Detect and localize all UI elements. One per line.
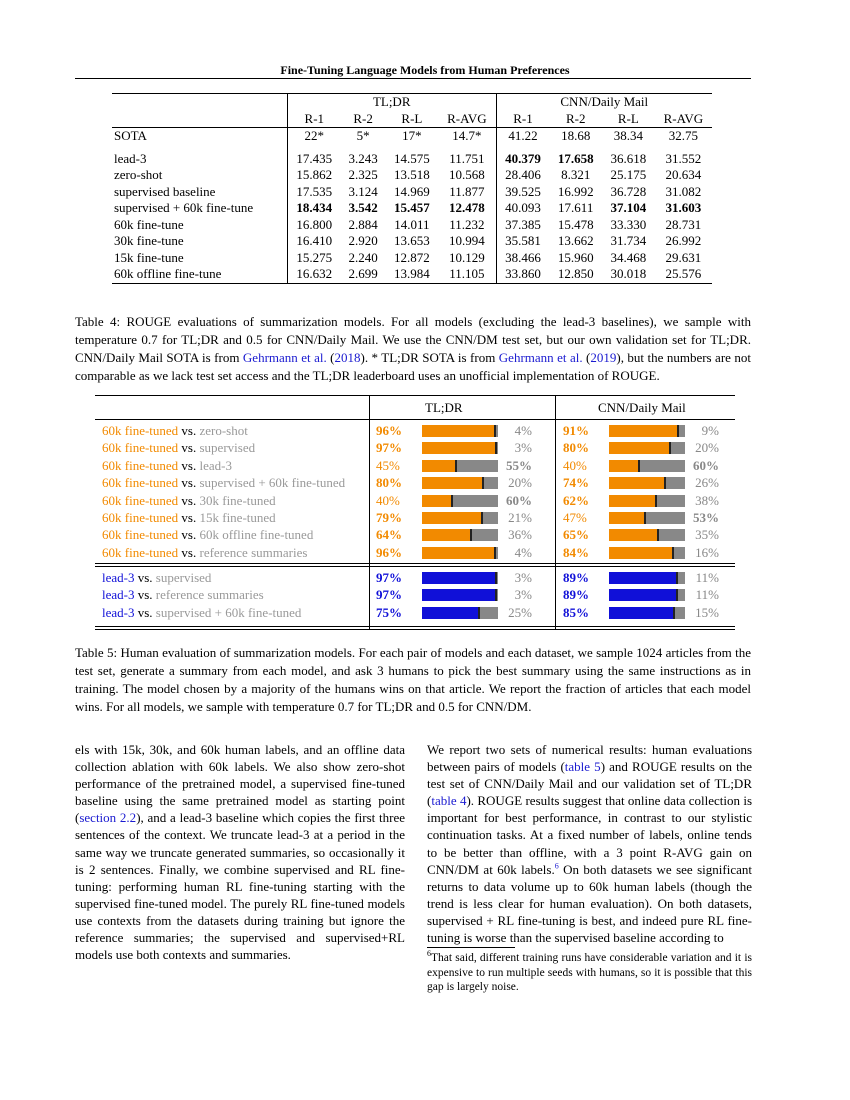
t4-row-label: lead-3: [114, 150, 147, 166]
t5-tldr-bar: [422, 495, 498, 507]
t4-metric: R-L: [617, 110, 639, 126]
t5-cnn-win-pct: 89%: [563, 570, 589, 585]
t5-cnn-bar-fill: [609, 572, 677, 584]
t4-cell: 12.478: [449, 200, 485, 216]
t5-cnn-win-pct: 65%: [563, 527, 589, 543]
t5-model-right: supervised: [199, 440, 256, 456]
t4-cell: 15.960: [557, 249, 594, 265]
t5-tldr-bar-fill: [422, 607, 479, 619]
t4-cell: 29.631: [665, 249, 702, 265]
t5-tldr-lose-pct: 3%: [514, 587, 532, 603]
t5-top-rule: [95, 395, 735, 396]
t4-sota-cell: 14.7*: [438, 128, 496, 145]
t5-cnn-bar-divider: [672, 547, 674, 559]
t4-cell: 34.468: [610, 249, 647, 265]
t5-model-left: 60k fine-tuned: [102, 423, 179, 438]
t5-model-right: supervised: [155, 570, 212, 585]
t4-cell: 37.385: [496, 217, 549, 234]
t4-cell: 25.175: [610, 167, 647, 183]
t5-vs: vs.: [181, 475, 197, 491]
t4-cell: 16.992: [557, 183, 594, 199]
t5-tldr-lose-pct: 21%: [508, 510, 532, 525]
t5-cnn-bar: [609, 425, 685, 437]
t4-row-label: 15k fine-tune: [114, 249, 184, 265]
t4-cell: 31.603: [665, 200, 702, 216]
t4-cell: 14.969: [394, 183, 430, 199]
t5-tldr-bar-divider: [494, 425, 496, 437]
t5-tldr-bar-fill: [422, 495, 452, 507]
t5-head-rule: [95, 419, 735, 420]
t4-cell: 40.093: [496, 200, 549, 217]
t5-model-left: 60k fine-tuned: [102, 440, 179, 456]
footnote-number: 6: [427, 949, 431, 959]
t4-cell: 28.731: [665, 216, 702, 232]
t4-cell: 10.994: [449, 233, 485, 249]
t4-sota-cell: 22*: [287, 128, 340, 145]
table-5-caption: Table 5: Human evaluation of summarization models. For each pair of models and each dataset, we sample 1024 articles from the test set, generate a summary from each model, and ask 3 humans to pick the best summary using the same instructions as in training. The model chosen by a majority of the humans wins on that article. We report the fraction of articles that each model wins. For all models, we sample with temperature 0.7 for TL;DR and 0.5 for CNN/DM.: [75, 645, 751, 714]
t5-tldr-bar-fill: [422, 572, 496, 584]
table-row: [95, 570, 735, 587]
t5-cnn-bar-fill: [609, 607, 674, 619]
t4-cell: 36.618: [610, 150, 647, 166]
t5-group-cnn: CNN/Daily Mail: [598, 400, 686, 415]
citation-year-link[interactable]: 2019: [590, 350, 617, 365]
t5-tldr-bar: [422, 460, 498, 472]
t5-tldr-bar-divider: [470, 529, 472, 541]
t5-cnn-bar: [609, 512, 685, 524]
t5-cnn-bar-fill: [609, 589, 677, 601]
t4-cell: 25.576: [655, 266, 712, 283]
t5-tldr-bar-divider: [455, 460, 457, 472]
t5-model-right: 15k fine-tuned: [199, 510, 276, 525]
t5-cnn-bar: [609, 589, 685, 601]
t4-cell: 31.734: [610, 233, 647, 249]
t4-cell: 18.434: [287, 200, 340, 217]
t5-model-right: 30k fine-tuned: [199, 492, 276, 508]
t5-cnn-bar-divider: [673, 607, 675, 619]
t5-cnn-bar-divider: [676, 572, 678, 584]
t4-cell: 16.410: [287, 233, 340, 250]
t4-cell: 17.535: [287, 184, 340, 201]
t4-row-label: zero-shot: [114, 167, 163, 183]
table-row: [112, 233, 712, 250]
t4-cell: 10.568: [449, 167, 485, 183]
t5-cnn-bar-divider: [676, 589, 678, 601]
t4-cell: 20.634: [665, 167, 702, 183]
table-row: [95, 587, 735, 604]
t4-cell: 15.457: [394, 200, 430, 216]
t5-cnn-lose-pct: 11%: [695, 570, 719, 585]
t5-tldr-bar: [422, 589, 498, 601]
table-row: [112, 250, 712, 267]
t5-cnn-win-pct: 40%: [563, 457, 587, 473]
t5-cnn-lose-pct: 26%: [695, 475, 719, 491]
table-row: [112, 266, 712, 283]
t5-tldr-bar-fill: [422, 442, 496, 454]
t5-tldr-bar: [422, 425, 498, 437]
t4-cell: 35.581: [496, 233, 549, 250]
t5-cnn-lose-pct: 15%: [695, 604, 719, 620]
t5-model-left: 60k fine-tuned: [102, 475, 179, 491]
t4-cell: 39.525: [496, 184, 549, 201]
t5-pair-label: [102, 587, 264, 603]
t5-mid-rule-b: [95, 566, 735, 567]
table-row: [95, 527, 735, 544]
t5-pair-label: [102, 475, 345, 491]
left-column-text: els with 15k, 30k, and 60k human labels, and an offline data collection ablation with 60k labels. We also show zero-shot performance of the pretrained model, a supervised fine-tuned baseline using the same pretrained model as starting point (section 2.2), and a lead-3 baseline which copies the first three sentences of the context. We truncate lead-3 at a period in the same way we truncate generated summaries, so occasionally it is 2 sentences. Finally, we combine supervised and RL fine-tuning: performing human RL fine-tuning starting with the supervised fine-tuned model. The purely RL fine-tuned models use contexts from the datasets during training but ignore the reference summaries; the supervised and supervised+RL models use both contexts and summaries.: [75, 742, 405, 963]
t4-sota-cell: 18.68: [549, 128, 602, 145]
t4-cell: 31.552: [665, 150, 702, 166]
t5-model-right: supervised + 60k fine-tuned: [199, 475, 346, 491]
t5-cnn-bar-divider: [638, 460, 640, 472]
t4-cell: 31.082: [665, 183, 702, 199]
footnote: $^6$That said, different training runs have considerable variation and it is expensive to run multiple seeds with humans, so it is possible that this gap is largely noise.: [427, 949, 752, 993]
t5-tldr-bar: [422, 512, 498, 524]
t5-tldr-bar: [422, 607, 498, 619]
t5-cnn-bar-fill: [609, 529, 658, 541]
t5-tldr-bar-fill: [422, 547, 495, 559]
t5-model-right: lead-3: [199, 457, 232, 473]
t4-cell: 17.435: [287, 151, 340, 168]
t5-tldr-lose-pct: 55%: [506, 457, 532, 473]
t5-model-right: 60k offline fine-tuned: [199, 527, 314, 543]
table-row: [95, 440, 735, 457]
t4-cell: 16.800: [287, 217, 340, 234]
t5-cnn-bar-divider: [657, 529, 659, 541]
t5-tldr-win-pct: 97%: [376, 587, 402, 603]
t5-tldr-bar-divider: [495, 442, 497, 454]
t4-metric: R-L: [401, 110, 423, 126]
footnote-rule: [427, 947, 515, 948]
t4-sota-cell: 32.75: [655, 128, 712, 145]
t5-model-right: reference summaries: [199, 544, 308, 560]
t5-tldr-bar: [422, 547, 498, 559]
table-row: [95, 423, 735, 440]
t5-vs: vs.: [181, 544, 197, 560]
t4-cell: 11.877: [449, 183, 485, 199]
t5-cnn-win-pct: 84%: [563, 544, 589, 560]
t5-bottom-rule-a: [95, 626, 735, 627]
t4-cell: 10.129: [449, 249, 485, 265]
t5-tldr-bar-fill: [422, 425, 495, 437]
t5-tldr-lose-pct: 20%: [508, 475, 532, 491]
t5-tldr-win-pct: 79%: [376, 510, 402, 525]
t5-pair-label: [102, 458, 232, 474]
t5-tldr-lose-pct: 4%: [514, 423, 532, 438]
table-row: [112, 167, 712, 184]
t4-sota-label: SOTA: [112, 128, 287, 145]
t5-group-tldr: TL;DR: [425, 400, 463, 415]
t4-metric: R-AVG: [663, 110, 704, 126]
t5-cnn-lose-pct: 35%: [695, 527, 719, 543]
t5-cnn-bar-divider: [664, 477, 666, 489]
t5-model-left: 60k fine-tuned: [102, 510, 179, 525]
t4-sota-cell: 38.34: [602, 128, 655, 145]
t4-cell: 13.518: [394, 167, 430, 183]
t5-model-left: 60k fine-tuned: [102, 544, 179, 560]
t5-tldr-win-pct: 96%: [376, 544, 402, 560]
t5-cnn-win-pct: 85%: [563, 604, 589, 620]
t4-cell: 40.379: [496, 151, 549, 168]
t5-vs: vs.: [181, 492, 197, 508]
t5-cnn-lose-pct: 60%: [693, 457, 719, 473]
t5-tldr-bar-divider: [451, 495, 453, 507]
t4-group-tldr: TL;DR: [287, 94, 496, 111]
t4-cell: 13.662: [557, 233, 594, 249]
t5-mid-rule-a: [95, 563, 735, 564]
t5-cnn-bar-divider: [677, 425, 679, 437]
t5-cnn-bar-fill: [609, 512, 645, 524]
t5-tldr-bar-divider: [494, 547, 496, 559]
t5-tldr-win-pct: 97%: [376, 570, 402, 585]
t4-cell: 33.860: [496, 266, 549, 283]
t5-tldr-bar-divider: [482, 477, 484, 489]
citation-link[interactable]: Gehrmann et al.: [498, 350, 583, 365]
t5-tldr-lose-pct: 3%: [514, 440, 532, 456]
t5-tldr-bar: [422, 529, 498, 541]
t5-cnn-lose-pct: 16%: [695, 544, 719, 560]
table-4-caption: Table 4: ROUGE evaluations of summarization models. For all models (excluding the lead-3 baselines), we sample with temperature 0.7 for TL;DR and 0.5 for CNN/Daily Mail. We use the CNN/DM test set, but our own validation set for TL;DR. CNN/Daily Mail SOTA is from Gehrmann et al. (2018). * TL;DR SOTA is from Gehrmann et al. (2019), but the numbers are not comparable as we lack test set access and the TL;DR leaderboard uses an unofficial implementation of ROUGE.: [75, 314, 751, 383]
table-link[interactable]: table 4: [431, 793, 467, 809]
t4-cell: 15.478: [557, 216, 594, 232]
t5-model-left: 60k fine-tuned: [102, 527, 179, 543]
t4-cell: 15.275: [287, 250, 340, 267]
section-link[interactable]: section 2.2: [79, 810, 137, 826]
citation-year-link[interactable]: 2018: [334, 350, 361, 365]
t5-vs: vs.: [181, 423, 197, 438]
t5-cnn-win-pct: 91%: [563, 423, 589, 438]
t4-cell: 14.011: [394, 216, 430, 232]
t5-pair-label: [102, 570, 211, 586]
table-row: [112, 200, 712, 217]
t4-cell: 33.330: [610, 216, 647, 232]
t5-tldr-win-pct: 45%: [376, 457, 400, 473]
t5-cnn-bar: [609, 477, 685, 489]
t4-cell: 14.575: [394, 150, 430, 166]
t5-pair-label: [102, 493, 276, 509]
t5-cnn-bar-fill: [609, 460, 639, 472]
t5-tldr-lose-pct: 36%: [508, 527, 532, 543]
table-row: [95, 493, 735, 510]
t4-cell: 36.728: [610, 183, 647, 199]
t4-cell: 2.325: [348, 167, 378, 183]
t5-vs: vs.: [181, 457, 197, 473]
t4-cell: 2.240: [348, 249, 378, 265]
t4-cell: 3.542: [348, 200, 378, 216]
table-row: [95, 605, 735, 622]
t5-tldr-bar: [422, 442, 498, 454]
table-row: [95, 475, 735, 492]
t4-cell: 12.850: [549, 266, 602, 283]
t4-metric: R-AVG: [447, 110, 487, 126]
citation-link[interactable]: Gehrmann et al.: [242, 350, 327, 365]
t5-pair-label: [102, 440, 255, 456]
t4-metric: R-2: [353, 110, 373, 126]
t5-cnn-bar-divider: [669, 442, 671, 454]
t4-cell: 17.611: [558, 200, 594, 216]
t5-vs: vs.: [181, 527, 197, 543]
header-rule: [75, 78, 751, 79]
t4-cell: 30.018: [602, 266, 655, 283]
t5-cnn-bar: [609, 495, 685, 507]
t5-tldr-win-pct: 97%: [376, 440, 402, 456]
t5-tldr-bar-divider: [478, 607, 480, 619]
t5-model-right: supervised + 60k fine-tuned: [155, 604, 302, 620]
t5-cnn-bar-divider: [644, 512, 646, 524]
t5-cnn-bar-fill: [609, 477, 665, 489]
t5-pair-label: [102, 527, 313, 543]
t4-sota-cell: 17*: [386, 128, 439, 145]
t5-pair-label: [102, 423, 248, 439]
t5-model-left: lead-3: [102, 587, 135, 603]
t4-cell: 26.992: [665, 233, 702, 249]
t5-tldr-win-pct: 40%: [376, 492, 400, 508]
t5-cnn-lose-pct: 9%: [701, 423, 719, 438]
t4-sota-cell: 5*: [341, 128, 386, 145]
t5-cnn-bar-divider: [655, 495, 657, 507]
t5-vs: vs.: [181, 510, 197, 525]
right-column-text: We report two sets of numerical results: human evaluations between pairs of models (table 5) and ROUGE results on the test set of CNN/Daily Mail and our validation set of TL;DR (table 4). ROUGE results suggest that online data collection is important for best performance, in contrast to our stylistic continuation tasks. At a fixed number of labels, online tends to be better than offline, with a 3 point R-AVG gain on CNN/DM at 60k labels.$^6$ On both datasets we see significant returns to data volume up to 60k human labels (though the trend is less clear for human evaluation). On both datasets, supervised + RL fine-tuning is best, and indeed pure RL fine-tuning is worse than the supervised baseline according to: [427, 742, 753, 946]
t4-row-label: supervised + 60k fine-tune: [114, 200, 254, 216]
t4-row-label: 60k offline fine-tune: [112, 266, 287, 283]
t5-cnn-win-pct: 47%: [563, 510, 587, 525]
t5-cnn-bar: [609, 572, 685, 584]
running-head: Fine-Tuning Language Models from Human Preferences: [280, 63, 570, 77]
t4-cell: 3.124: [348, 183, 378, 199]
t5-model-left: lead-3: [102, 604, 135, 620]
t5-tldr-win-pct: 80%: [376, 475, 402, 491]
t4-cell: 11.105: [438, 266, 496, 283]
t5-pair-label: [102, 605, 301, 621]
t4-group-cnn: CNN/Daily Mail: [496, 94, 712, 111]
table-link[interactable]: table 5: [564, 759, 601, 775]
t5-tldr-lose-pct: 25%: [508, 604, 532, 620]
t5-tldr-lose-pct: 60%: [506, 492, 532, 508]
table-row: [112, 151, 712, 168]
table-row: [112, 217, 712, 234]
t5-tldr-bar-fill: [422, 512, 482, 524]
t5-cnn-lose-pct: 38%: [695, 492, 719, 508]
t5-tldr-bar-fill: [422, 589, 496, 601]
t4-cell: 15.862: [287, 167, 340, 184]
t4-row-label: 30k fine-tune: [114, 233, 184, 249]
t5-vs: vs.: [137, 570, 153, 585]
t5-cnn-bar: [609, 607, 685, 619]
t5-cnn-lose-pct: 53%: [693, 510, 719, 525]
t5-cnn-bar-fill: [609, 547, 673, 559]
t5-cnn-lose-pct: 20%: [695, 440, 719, 456]
t5-tldr-bar: [422, 572, 498, 584]
t5-cnn-bar: [609, 547, 685, 559]
t4-cell: 8.321: [561, 167, 591, 183]
t5-tldr-win-pct: 75%: [376, 604, 402, 620]
t4-metric: R-1: [287, 111, 340, 128]
t5-cnn-bar-fill: [609, 425, 678, 437]
t5-cnn-win-pct: 80%: [563, 440, 589, 456]
t5-tldr-win-pct: 96%: [376, 423, 402, 438]
t4-cell: 38.466: [496, 250, 549, 267]
t4-cell: 11.751: [449, 150, 485, 166]
t5-tldr-bar-fill: [422, 477, 483, 489]
t4-cell: 3.243: [348, 150, 378, 166]
t5-cnn-bar-fill: [609, 495, 656, 507]
t5-vs: vs.: [137, 604, 153, 620]
t4-cell: 2.699: [341, 266, 386, 283]
t5-vs: vs.: [181, 440, 197, 456]
t4-cell: 28.406: [496, 167, 549, 184]
t5-tldr-bar-fill: [422, 460, 456, 472]
t5-tldr-bar-fill: [422, 529, 471, 541]
t4-cell: 17.658: [557, 150, 594, 166]
t5-tldr-lose-pct: 4%: [514, 544, 532, 560]
t5-tldr-bar-divider: [481, 512, 483, 524]
t4-row-label: supervised baseline: [114, 183, 216, 199]
t5-model-left: lead-3: [102, 570, 135, 585]
t5-cnn-lose-pct: 11%: [695, 587, 719, 603]
t5-cnn-win-pct: 74%: [563, 475, 589, 491]
t5-pair-label: [102, 545, 307, 561]
table-row: [95, 545, 735, 562]
t4-metric: R-1: [496, 111, 549, 128]
t4-sota-cell: 41.22: [496, 128, 549, 145]
t5-cnn-win-pct: 89%: [563, 587, 589, 603]
t5-tldr-bar-divider: [495, 572, 497, 584]
t4-cell: 13.984: [386, 266, 439, 283]
t5-cnn-win-pct: 62%: [563, 492, 589, 508]
table-row: [95, 510, 735, 527]
t5-pair-label: [102, 510, 276, 526]
t4-cell: 2.884: [348, 216, 378, 232]
t5-model-left: 60k fine-tuned: [102, 492, 179, 508]
table-4-rouge: [112, 93, 712, 284]
t5-cnn-bar: [609, 442, 685, 454]
t4-cell: 11.232: [449, 216, 485, 232]
t5-tldr-lose-pct: 3%: [514, 570, 532, 585]
t5-cnn-bar-fill: [609, 442, 670, 454]
t4-cell: 2.920: [348, 233, 378, 249]
table-row: [112, 184, 712, 201]
t4-metric: R-2: [565, 110, 586, 126]
t5-bottom-rule-b: [95, 629, 735, 630]
t5-vs: vs.: [137, 587, 153, 603]
t4-cell: 13.653: [394, 233, 430, 249]
t5-cnn-bar: [609, 460, 685, 472]
t5-model-right: reference summaries: [155, 587, 264, 603]
t5-cnn-bar: [609, 529, 685, 541]
t5-tldr-bar-divider: [495, 589, 497, 601]
t5-model-left: 60k fine-tuned: [102, 457, 179, 473]
table-row: [95, 458, 735, 475]
t4-cell: 16.632: [287, 266, 340, 283]
t5-tldr-win-pct: 64%: [376, 527, 402, 543]
t4-cell: 12.872: [394, 249, 430, 265]
t5-tldr-bar: [422, 477, 498, 489]
t5-model-right: zero-shot: [199, 423, 248, 438]
footnote-mark-link[interactable]: 6: [554, 861, 559, 871]
t4-row-label: 60k fine-tune: [114, 216, 184, 232]
t4-cell: 37.104: [610, 200, 647, 216]
